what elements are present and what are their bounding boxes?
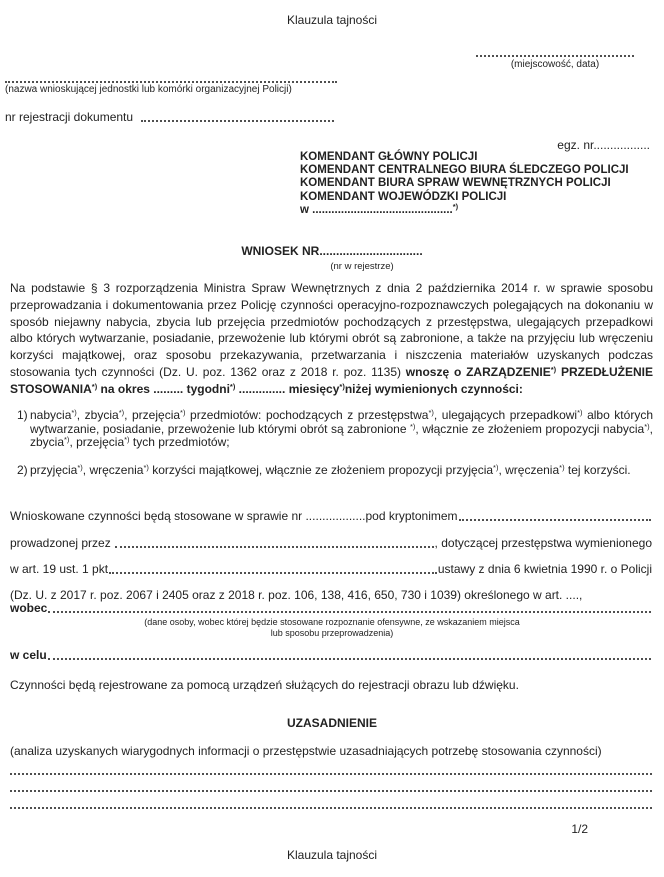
addressee-location-line: w ............................................*) <box>300 201 459 216</box>
page-number: 1/2 <box>571 822 588 836</box>
activity-item-2 <box>0 464 664 478</box>
copy-number: egz. nr................. <box>557 138 650 152</box>
unit-name-line <box>5 72 337 83</box>
subject-line: wobec <box>10 601 652 615</box>
purpose-line: w celu <box>10 648 652 662</box>
justification-blank-line <box>10 764 652 775</box>
activity-text: przyjęcia*), wręczenia*) korzyści majątkowej, włącznie ze złożeniem propozycji przyjęcia*), wręczenia*) tej korzyści. <box>30 463 631 477</box>
place-date-caption: (miejscowość, data) <box>510 59 600 70</box>
activity-item-1 <box>0 409 664 450</box>
legal-basis-paragraph: Na podstawie § 3 rozporządzenia Ministra Spraw Wewnętrznych z dnia 2 października 2014 r. w sprawie sposobu przeprowadzania i dokumentowania przez Policję czynności operacyjno-rozpoznawczych polegających na dokonaniu w sposób niejawny nabycia, zbycia lub przejęcia przedmiotów pochodzących z przestępstwa, ulegających przepadkowi albo których wytwarzanie, posiadanie, przewożenie lub którymi obrót są zabronione, a także na przyjęciu lub wręczeniu korzyści majątkowej, oraz sposobu przekazywania, przetwarzania i niszczenia materiałów uzyskanych podczas stosowania tych czynności (Dz. U. poz. 1362 oraz z 2018 r. poz. 1135) wnoszę o ZARZĄDZENIE*) PRZEDŁUŻENIE STOSOWANIA*) na okres ......... tygodni*) .............. miesięcy*)niżej wymienionych czynności: <box>10 281 653 396</box>
secrecy-clause-top: Klauzula tajności <box>286 13 378 27</box>
recording-note: Czynności będą rejestrowane za pomocą urządzeń służących do rejestracji obrazu lub dźwięku. <box>10 678 519 692</box>
activity-text: nabycia*), zbycia*), przejęcia*) przedmiotów: pochodzących z przestępstwa*), ulegających przepadkowi*) albo których wytwarzanie, posiadanie, przewożenie lub którymi obrót są zabronione *), włącznie ze złożeniem propozycji nabycia*), zbycia*), przejęcia*) tych przedmiotów; <box>30 408 653 449</box>
justification-blank-line <box>10 798 652 809</box>
form-title-block <box>0 244 664 272</box>
case-details-line-2: prowadzonej przez , dotyczącej przestępstwa wymienionego <box>10 536 652 550</box>
justification-caption: (analiza uzyskanych wiarygodnych informacji o przestępstwie uzasadniających potrzebę stosowania czynności) <box>10 744 602 758</box>
justification-heading: UZASADNIENIE <box>286 716 377 730</box>
addressee-line: KOMENDANT GŁÓWNY POLICJI <box>300 151 478 163</box>
place-date-line <box>476 46 634 57</box>
unit-name-caption: (nazwa wnioskującej jednostki lub komórki organizacyjnej Policji) <box>5 84 292 95</box>
case-details-line-4: (Dz. U. z 2017 r. poz. 2067 i 2405 oraz z 2018 r. poz. 106, 138, 416, 650, 730 i 1039) określonego w art. ...., <box>10 588 583 602</box>
secrecy-clause-bottom: Klauzula tajności <box>286 848 378 862</box>
place-date-block <box>476 46 634 70</box>
addressee-block <box>300 151 658 217</box>
addressee-line: KOMENDANT WOJEWÓDZKI POLICJI <box>300 190 507 203</box>
registration-number-line: nr rejestracji dokumentu <box>5 110 335 124</box>
activity-marker: 1) <box>17 408 28 422</box>
case-details-line-3: w art. 19 ust. 1 pkt ustawy z dnia 6 kwietnia 1990 r. o Policji <box>10 562 652 576</box>
subject-caption <box>0 617 664 639</box>
subject-caption-line-2: lub sposobu przeprowadzenia) <box>270 628 394 638</box>
justification-blank-line <box>10 781 652 792</box>
activity-marker: 2) <box>17 463 28 477</box>
subject-caption-line-1: (dane osoby, wobec której będzie stosowane rozpoznanie ofensywne, ze wskazaniem miejsca <box>144 617 520 627</box>
addressee-line: KOMENDANT CENTRALNEGO BIURA ŚLEDCZEGO POLICJI <box>300 164 629 177</box>
addressee-line: KOMENDANT BIURA SPRAW WEWNĘTRZNYCH POLICJI <box>300 177 611 190</box>
unit-block <box>5 72 337 95</box>
form-title: WNIOSEK NR............................... <box>241 244 423 258</box>
form-title-caption: (nr w rejestrze) <box>330 261 394 272</box>
case-details-line-1: Wnioskowane czynności będą stosowane w sprawie nr ..................pod kryptonimem <box>10 509 652 523</box>
